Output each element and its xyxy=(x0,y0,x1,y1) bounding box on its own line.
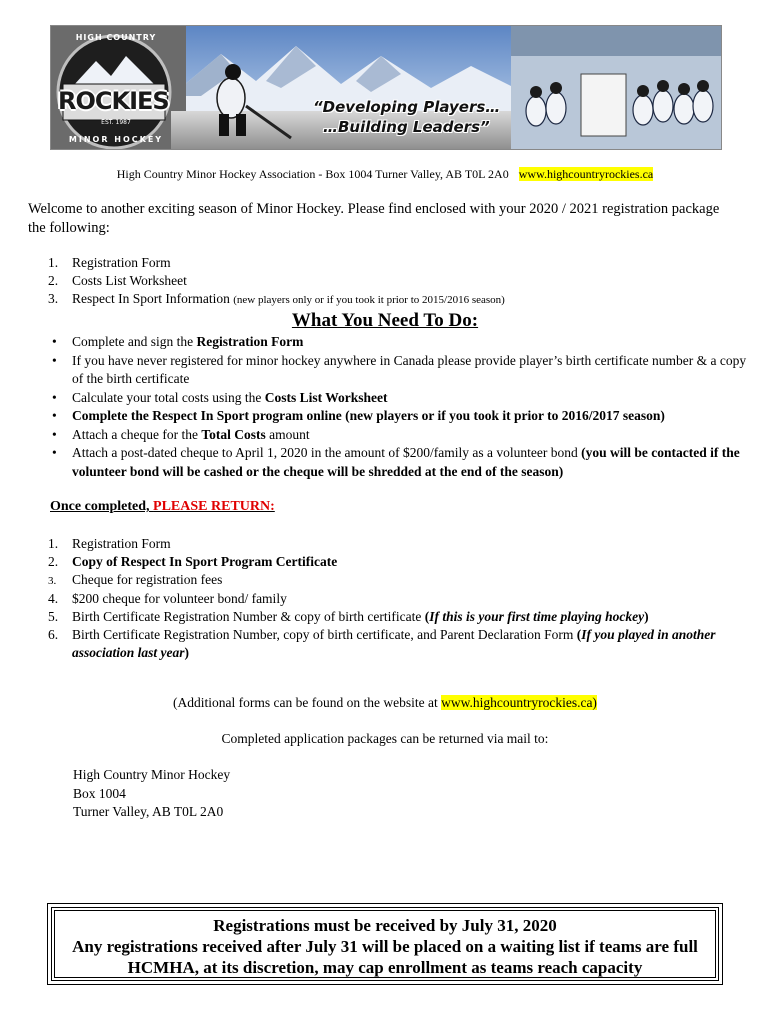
list-number: 2. xyxy=(48,273,59,288)
todo-bold: Registration Form xyxy=(196,334,304,349)
mailing-address xyxy=(73,766,230,822)
return-label xyxy=(50,499,275,515)
list-text: Cheque for registration fees xyxy=(72,572,223,588)
list-text: $200 cheque for volunteer bond/ family xyxy=(72,590,287,606)
slogan-line-1: “Developing Players… xyxy=(313,98,501,116)
list-text: Registration Form xyxy=(72,255,171,270)
contact-line xyxy=(0,167,770,182)
todo-bold: (you will be contacted if the volunteer bond will be cashed or the cheque will be shredded at the end of the season) xyxy=(72,445,740,479)
todo-bold: Costs List Worksheet xyxy=(264,389,388,405)
list-number: 6. xyxy=(48,627,59,643)
list-text: Registration Form xyxy=(72,536,171,551)
return-label-red: PLEASE RETURN: xyxy=(153,499,275,514)
list-text: Birth Certificate Registration Number, copy of birth certificate, and Parent Declaration Form xyxy=(72,627,577,643)
list-item xyxy=(28,553,748,571)
todo-bold: Total Costs xyxy=(201,426,266,442)
todo-item xyxy=(28,426,748,445)
list-item xyxy=(28,626,748,662)
todo-text: If you have never registered for minor hockey anywhere in Canada please provide player’s birth certificate number & a copy of the birth certificate xyxy=(72,352,747,386)
additional-forms-note xyxy=(0,695,770,711)
notice-line: HCMHA, at its discretion, may cap enrollment as teams reach capacity xyxy=(127,958,643,977)
slogan-line-2: …Building Leaders” xyxy=(323,118,490,136)
todo-item xyxy=(28,407,748,426)
list-number: 1. xyxy=(48,255,59,270)
website-link[interactable]: www.highcountryrockies.ca) xyxy=(441,695,597,710)
website-link[interactable]: www.highcountryrockies.ca xyxy=(518,167,654,181)
list-paren: ( xyxy=(424,608,430,624)
notice-line: Any registrations received after July 31 will be placed on a waiting list if teams are full xyxy=(72,937,698,956)
deadline-notice xyxy=(51,907,719,981)
list-item xyxy=(28,590,748,608)
todo-text: Attach a cheque for the xyxy=(72,426,202,442)
return-list xyxy=(28,535,748,662)
list-emphasis: If this is your first time playing hockey xyxy=(429,608,645,624)
enclosed-list xyxy=(28,254,505,309)
additional-text: (Additional forms can be found on the website at xyxy=(173,695,442,710)
list-number: 1. xyxy=(48,536,59,551)
list-text: Costs List Worksheet xyxy=(72,273,187,288)
list-number: 5. xyxy=(48,608,59,624)
address-line: Turner Valley, AB T0L 2A0 xyxy=(73,804,224,819)
address-line: High Country Minor Hockey xyxy=(73,767,231,782)
list-number: 3. xyxy=(48,575,57,588)
list-number: 4. xyxy=(48,590,59,606)
logo-bottom-text: MINOR HOCKEY xyxy=(68,135,164,144)
todo-item xyxy=(28,352,748,389)
logo-est: EST. 1987 xyxy=(101,119,131,126)
return-label-text: Once completed, xyxy=(50,499,154,514)
list-paren: ) xyxy=(644,608,649,624)
list-text: Copy of Respect In Sport Program Certificate xyxy=(72,554,338,570)
association-address: High Country Minor Hockey Association - Box 1004 Turner Valley, AB T0L 2A0 xyxy=(116,167,509,181)
todo-text: Calculate your total costs using the xyxy=(72,389,265,405)
list-item xyxy=(28,272,505,290)
list-text: Birth Certificate Registration Number & copy of birth certificate xyxy=(72,608,425,624)
todo-text: Attach a post-dated cheque to April 1, 2020 in the amount of $200/family as a volunteer bond xyxy=(72,445,582,460)
welcome-paragraph: Welcome to another exciting season of Minor Hockey. Please find enclosed with your 2020 / 2021 registration package the following: xyxy=(28,201,720,236)
todo-item xyxy=(28,389,748,408)
logo-name: ROCKIES xyxy=(58,87,169,115)
notice-line: Registrations must be received by July 31, 2020 xyxy=(213,916,557,935)
list-item xyxy=(28,608,748,626)
todo-item xyxy=(28,333,748,352)
todo-text: Complete and sign the xyxy=(72,334,197,349)
logo-top-text: HIGH COUNTRY xyxy=(75,33,157,42)
list-number: 3. xyxy=(48,291,59,306)
todo-text: amount xyxy=(265,426,310,442)
address-line: Box 1004 xyxy=(73,785,126,801)
mail-note: Completed application packages can be returned via mail to: xyxy=(221,731,549,746)
list-paren: ) xyxy=(184,645,190,661)
list-item xyxy=(28,290,505,309)
todo-bold: Complete the Respect In Sport program online (new players or if you took it prior to 2016/2017 season) xyxy=(72,408,665,423)
list-text: Respect In Sport Information xyxy=(72,291,234,306)
list-note: (new players only or if you took it prior to 2015/2016 season) xyxy=(233,294,505,306)
list-item xyxy=(28,254,505,272)
header-banner xyxy=(50,25,722,150)
todo-list xyxy=(28,333,748,481)
list-emphasis: If you played in another association last year xyxy=(72,627,716,661)
list-item xyxy=(28,571,748,589)
list-paren: ( xyxy=(576,627,582,643)
list-number: 2. xyxy=(48,554,59,570)
todo-item xyxy=(28,444,748,481)
list-item xyxy=(28,535,748,553)
section-heading: What You Need To Do: xyxy=(291,310,479,331)
